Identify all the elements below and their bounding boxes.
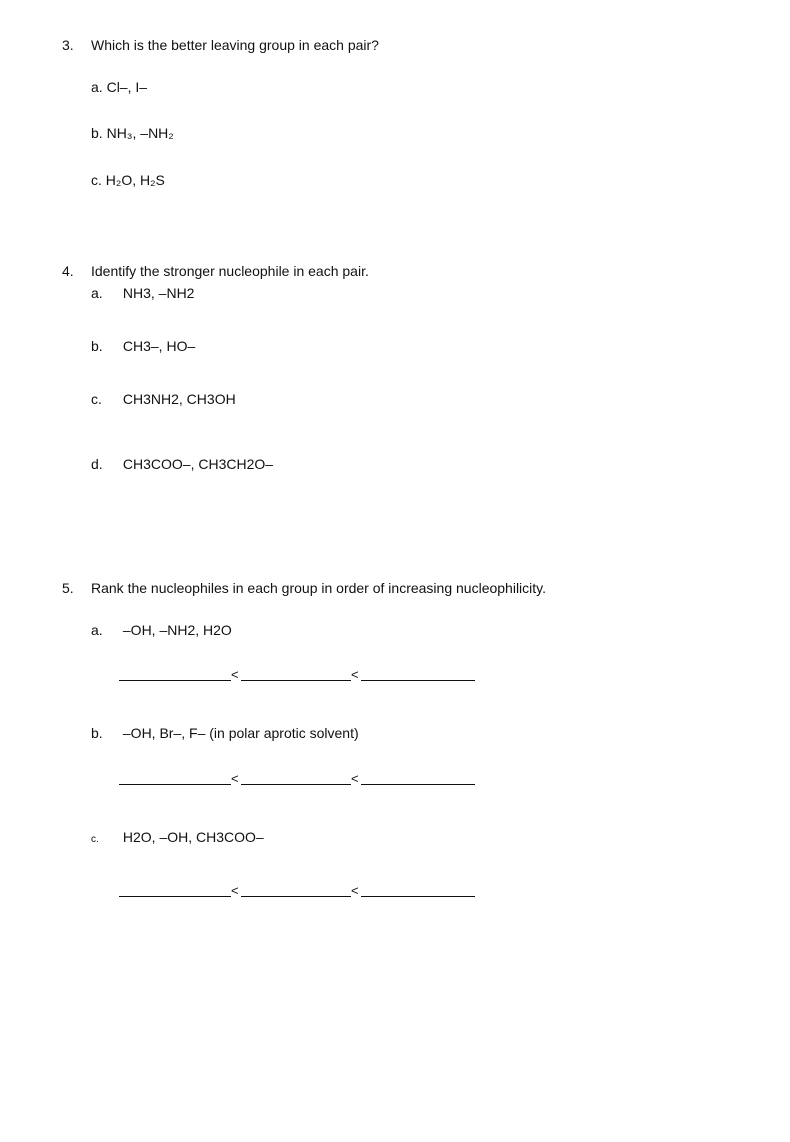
q3-item-a-label: a. [91, 79, 103, 95]
q4-item-c-text: CH3NH2, CH3OH [122, 391, 236, 407]
q5-item-a [91, 622, 232, 638]
q5-a-blank-3[interactable] [361, 679, 475, 681]
q3-item-c-text: H₂O, H₂S [105, 172, 165, 188]
q5-c-blank-1[interactable] [119, 895, 231, 897]
q5-item-b [91, 725, 359, 741]
q5-b-blank-1[interactable] [119, 783, 231, 785]
q4-item-a-text: NH3, –NH2 [122, 285, 195, 301]
q5-a-blank-2[interactable] [241, 679, 351, 681]
q4-item-b-text: CH3–, HO– [122, 338, 196, 354]
q5-text: Rank the nucleophiles in each group in order of increasing nucleophilicity. [91, 580, 547, 596]
q4-number: 4. [62, 263, 74, 279]
q4-item-d-label: d. [91, 456, 103, 472]
q5-b-blank-3[interactable] [361, 783, 475, 785]
q5-a-less-than-2: < [351, 667, 359, 682]
q5-c-blank-2[interactable] [241, 895, 351, 897]
q5-item-a-text: –OH, –NH2, H2O [122, 622, 232, 638]
q4-item-a-label: a. [91, 285, 103, 301]
q5-c-blank-3[interactable] [361, 895, 475, 897]
q5-b-ranking-row [119, 765, 479, 785]
q5-item-b-label: b. [91, 725, 103, 741]
q3-item-c-label: c. [91, 172, 102, 188]
q3-item-b [91, 125, 174, 141]
q5-a-less-than-1: < [231, 667, 239, 682]
q4-item-c-label: c. [91, 391, 102, 407]
q5-item-c-label: c. [91, 834, 99, 845]
q5-item-a-label: a. [91, 622, 103, 638]
q3-number: 3. [62, 37, 74, 53]
q4-item-c [91, 391, 236, 407]
q5-b-less-than-2: < [351, 771, 359, 786]
q4-item-d [91, 456, 273, 472]
q4-item-a [91, 285, 194, 301]
q4-text: Identify the stronger nucleophile in each pair. [91, 263, 369, 279]
q3-item-b-label: b. [91, 125, 103, 141]
q4-item-b-label: b. [91, 338, 103, 354]
q3-item-b-text: NH₃, –NH₂ [106, 125, 174, 141]
q5-a-ranking-row [119, 661, 479, 681]
q3-item-a-text: Cl–, I– [106, 79, 148, 95]
q3-item-c [91, 172, 165, 188]
q3-item-a [91, 79, 147, 95]
q5-c-ranking-row [119, 877, 479, 897]
q4-item-d-text: CH3COO–, CH3CH2O– [122, 456, 274, 472]
q5-a-blank-1[interactable] [119, 679, 231, 681]
q5-item-b-text: –OH, Br–, F– (in polar aprotic solvent) [122, 725, 359, 741]
q3-text: Which is the better leaving group in each pair? [91, 37, 379, 53]
q5-item-c-text: H2O, –OH, CH3COO– [122, 829, 264, 845]
q5-c-less-than-1: < [231, 883, 239, 898]
q4-item-b [91, 338, 195, 354]
q5-b-less-than-1: < [231, 771, 239, 786]
q5-item-c [91, 829, 264, 845]
q5-c-less-than-2: < [351, 883, 359, 898]
q5-b-blank-2[interactable] [241, 783, 351, 785]
q5-number: 5. [62, 580, 74, 596]
